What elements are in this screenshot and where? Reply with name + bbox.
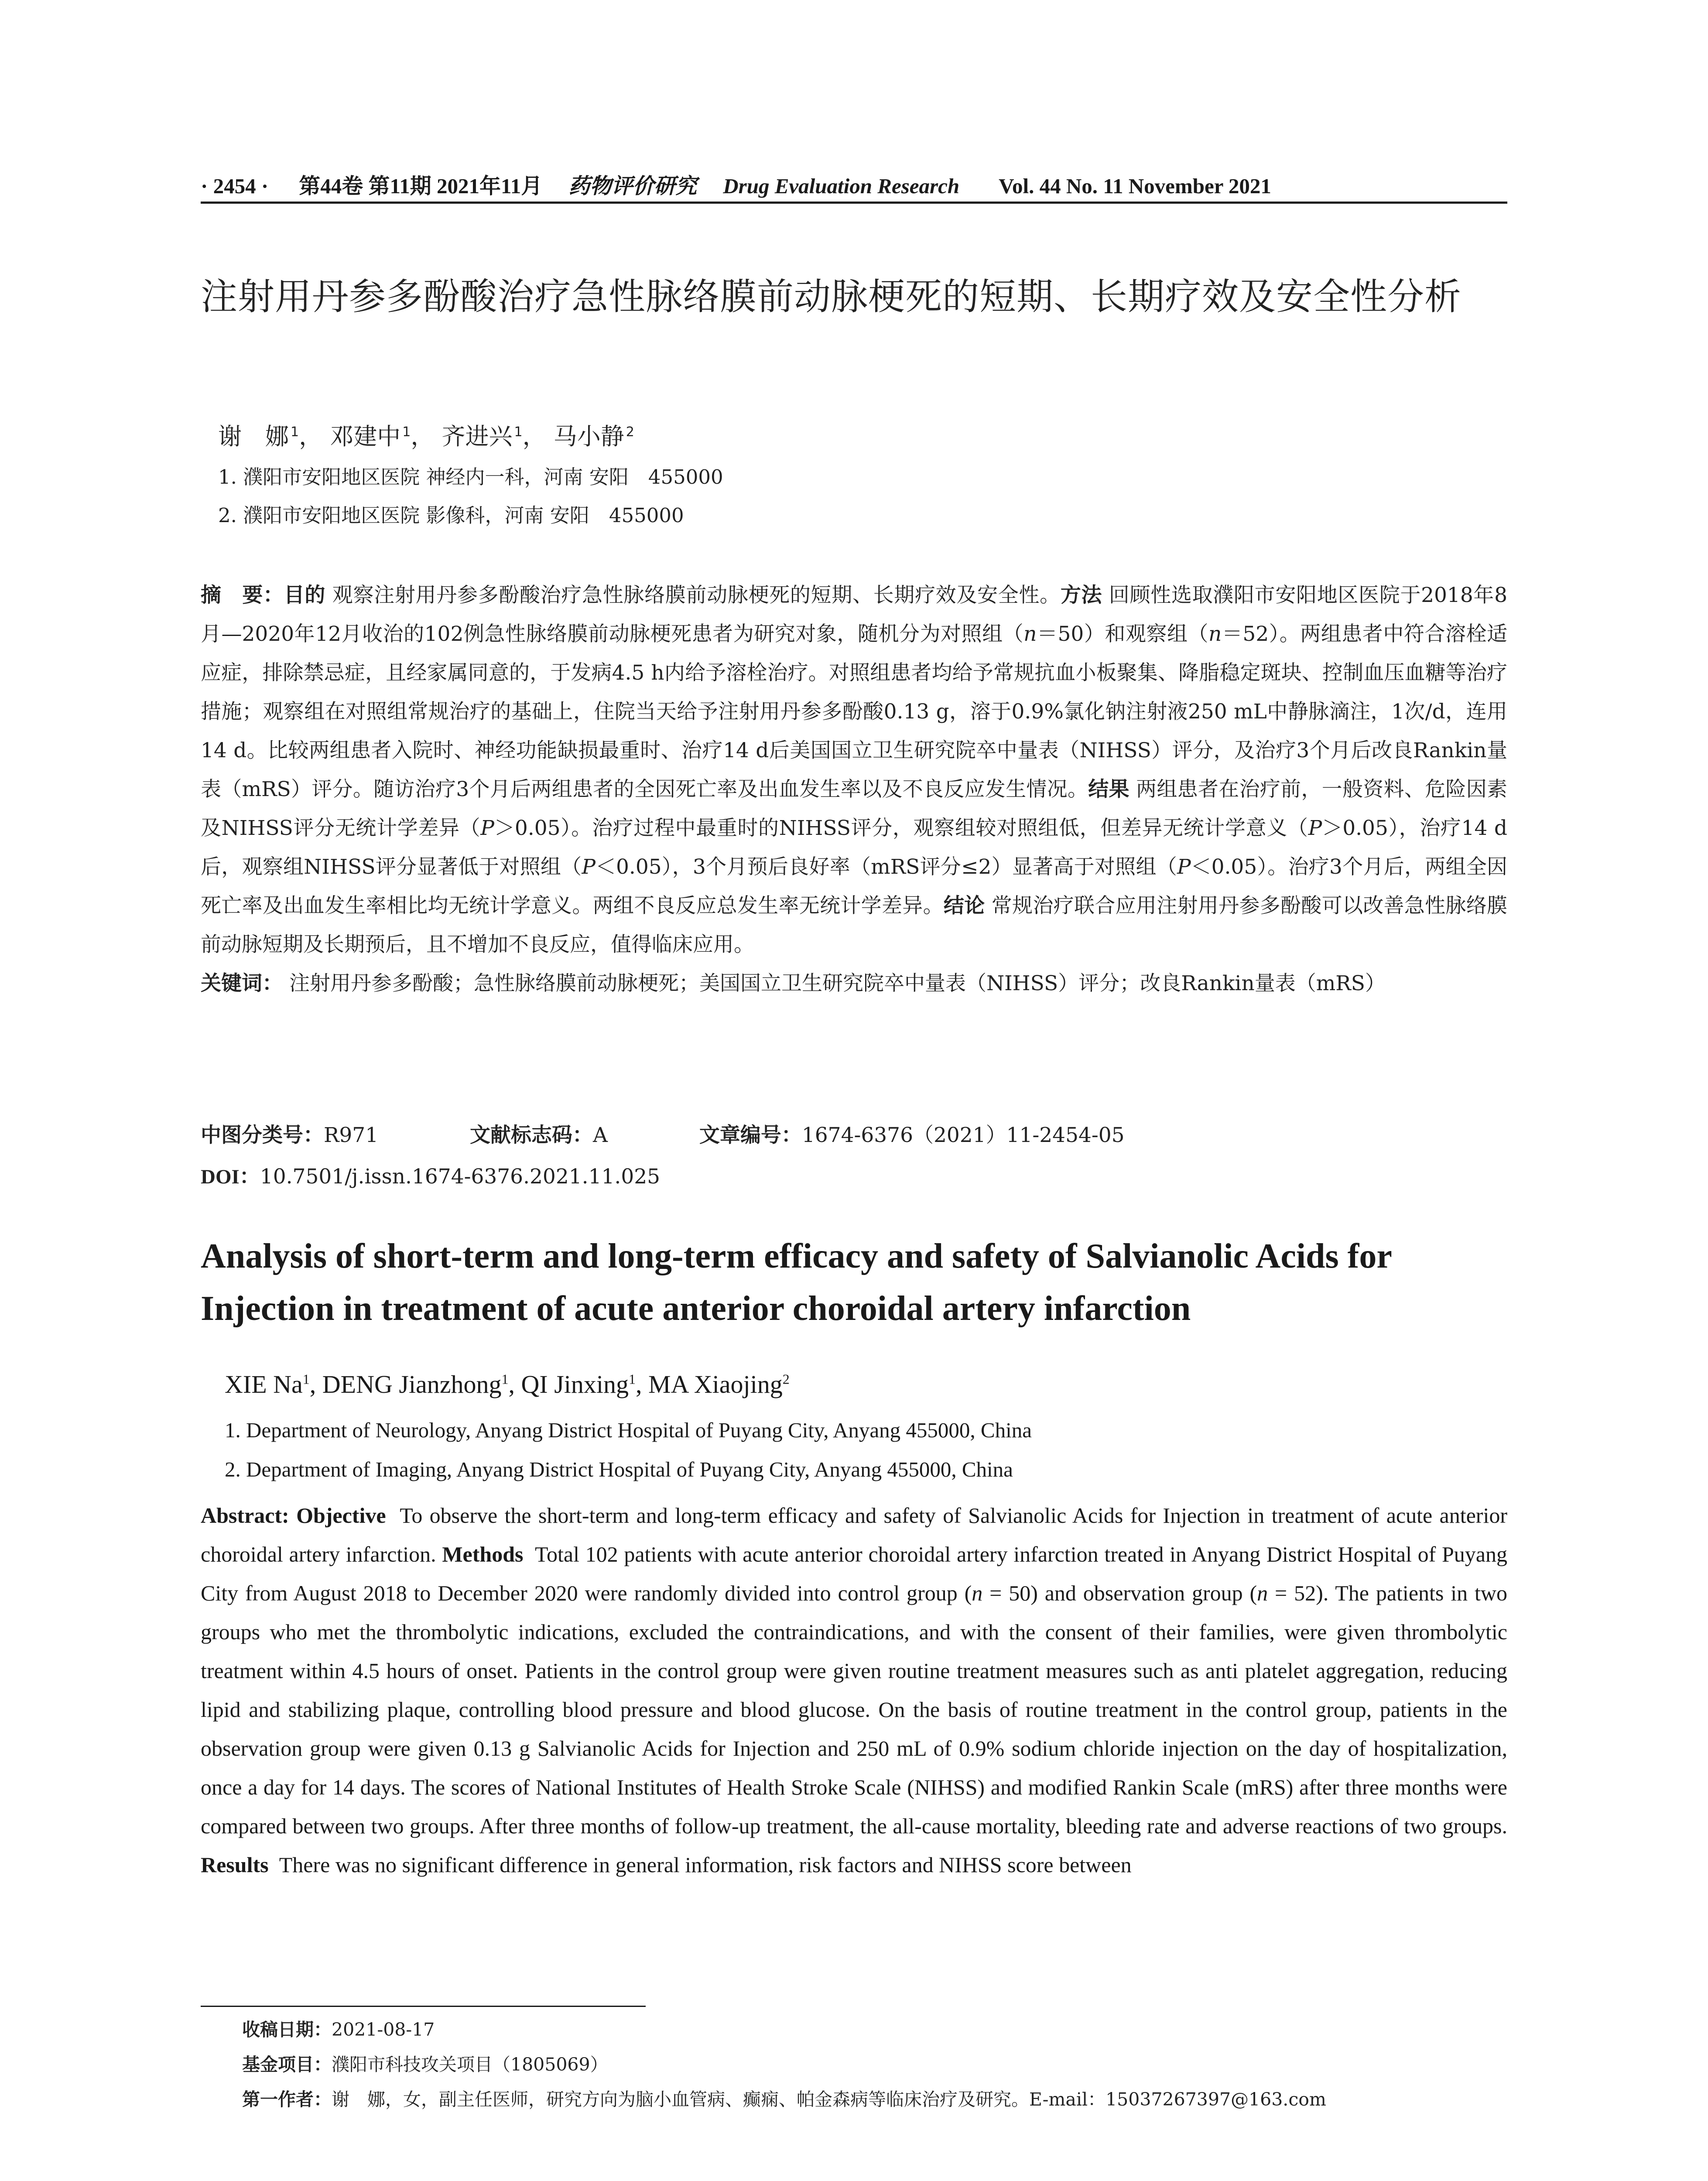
journal-name-en: Drug Evaluation Research bbox=[723, 174, 960, 198]
running-header bbox=[201, 169, 1507, 200]
cn-title: 注射用丹参多酚酸治疗急性脉络膜前动脉梗死的短期、长期疗效及安全性分析 bbox=[201, 275, 1462, 318]
page-number: · 2454 · bbox=[201, 174, 269, 198]
footnote-first-author: 第一作者：谢 娜，女，副主任医师，研究方向为脑小血管病、癫痫、帕金森病等临床治疗及研究。E-mail：15037267397@163.com bbox=[242, 2089, 1326, 2110]
journal-logo-cn: 药物评价研究 bbox=[568, 173, 697, 198]
en-abstract: Abstract: Objective To observe the short-term and long-term efficacy and safety of Salvianolic Acids for Injection in treatment of acute anterior choroidal artery infarction. Methods Total 102 patients with acute anterior choroidal artery infarction treated in Anyang District Hospital of Puyang City from August 2018 to December 2020 were randomly divided into control group (n = 50) and observation group (n = 52). The patients in two groups who met the thrombolytic indications, excluded the contraindications, and with the consent of their families, were given thrombolytic treatment within 4.5 hours of onset. Patients in the control group were given routine treatment measures such as anti platelet aggregation, reducing lipid and stabilizing plaque, controlling blood pressure and blood glucose. On the basis of routine treatment in the control group, patients in the observation group were given 0.13 g Salvianolic Acids for Injection and 250 mL of 0.9% sodium chloride injection on the day of hospitalization, once a day for 14 days. The scores of National Institutes of Health Stroke Scale (NIHSS) and modified Rankin Scale (mRS) after three months were compared between two groups. After three months of follow-up treatment, the all-cause mortality, bleeding rate and adverse reactions of two groups. Results There was no significant difference in general information, risk factors and NIHSS score between bbox=[201, 1503, 1508, 1877]
en-title: Analysis of short-term and long-term efficacy and safety of Salvianolic Acids for Injection in treatment of acute anterior choroidal artery infarction bbox=[201, 1237, 1392, 1328]
footnote-received: 收稿日期：2021-08-17 bbox=[242, 2019, 435, 2040]
cn-keywords: 关键词： 注射用丹参多酚酸；急性脉络膜前动脉梗死；美国国立卫生研究院卒中量表（NIHSS）评分；改良Rankin量表（mRS） bbox=[201, 971, 1386, 995]
author-2: 邓建中 bbox=[330, 423, 401, 450]
en-authors: XIE Na$^1$, DENG Jianzhong$^1$, QI Jinxing$^1$, MA Xiaojing$^2$ bbox=[225, 1370, 790, 1398]
author-3: 齐进兴 bbox=[442, 423, 513, 450]
cn-affiliation-2: 2. 濮阳市安阳地区医院 影像科，河南 安阳 455000 bbox=[218, 504, 684, 527]
header-rule bbox=[201, 202, 1507, 204]
cn-authors: 谢 娜 $^1$， 邓建中 $^1$， 齐进兴 $^1$， 马小静 $^2$ bbox=[218, 423, 634, 450]
issue-cn: 第44卷 第11期 2021年11月 bbox=[299, 174, 543, 198]
journal-page bbox=[201, 0, 1507, 2181]
en-affiliation-2: 2. Department of Imaging, Anyang District Hospital of Puyang City, Anyang 455000, China bbox=[225, 1457, 1013, 1481]
author-4: 马小静 bbox=[553, 423, 624, 450]
en-affiliation-1: 1. Department of Neurology, Anyang District Hospital of Puyang City, Anyang 455000, China bbox=[225, 1418, 1032, 1442]
cn-classification-line: 中图分类号：R971 文献标志码：A 文章编号：1674-6376（2021）11-2454-05 bbox=[201, 1123, 1125, 1147]
issue-en: Vol. 44 No. 11 November 2021 bbox=[999, 174, 1271, 198]
footnote-fund: 基金项目：濮阳市科技攻关项目（1805069） bbox=[242, 2054, 608, 2075]
cn-doi-line: DOI：10.7501/j.issn.1674-6376.2021.11.025 bbox=[201, 1165, 661, 1189]
cn-affiliation-1: 1. 濮阳市安阳地区医院 神经内一科，河南 安阳 455000 bbox=[218, 465, 723, 489]
author-1: 谢 娜 bbox=[218, 423, 289, 450]
footnote-rule bbox=[201, 2006, 646, 2007]
cn-abstract: 摘 要：目的 观察注射用丹参多酚酸治疗急性脉络膜前动脉梗死的短期、长期疗效及安全性。方法 回顾性选取濮阳市安阳地区医院于2018年8月—2020年12月收治的102例急性脉络膜前动脉梗死患者为研究对象，随机分为对照组（n＝50）和观察组（n＝52）。两组患者中符合溶栓适应症，排除禁忌症，且经家属同意的，于发病4.5 h内给予溶栓治疗。对照组患者均给予常规抗血小板聚集、降脂稳定斑块、控制血压血糖等治疗措施；观察组在对照组常规治疗的基础上，住院当天给予注射用丹参多酚酸0.13 g，溶于0.9%氯化钠注射液250 mL中静脉滴注，1次/d，连用14 d。比较两组患者入院时、神经功能缺损最重时、治疗14 d后美国国立卫生研究院卒中量表（NIHSS）评分，及治疗3个月后改良Rankin量表（mRS）评分。随访治疗3个月后两组患者的全因死亡率及出血发生率以及不良反应发生情况。结果 两组患者在治疗前，一般资料、危险因素及NIHSS评分无统计学差异（P＞0.05）。治疗过程中最重时的NIHSS评分，观察组较对照组低，但差异无统计学意义（P＞0.05），治疗14 d后，观察组NIHSS评分显著低于对照组（P＜0.05），3个月预后良好率（mRS评分≤2）显著高于对照组（P＜0.05）。治疗3个月后，两组全因死亡率及出血发生率相比均无统计学意义。两组不良反应总发生率无统计学差异。结论 常规治疗联合应用注射用丹参多酚酸可以改善急性脉络膜前动脉短期及长期预后，且不增加不良反应，值得临床应用。 关键词： 注射用丹参多酚酸；急性脉络膜前动脉梗死；美国国立卫生研究院卒中量表（NIHSS）评分；改良Rankin量表（mRS） bbox=[201, 576, 1507, 1003]
